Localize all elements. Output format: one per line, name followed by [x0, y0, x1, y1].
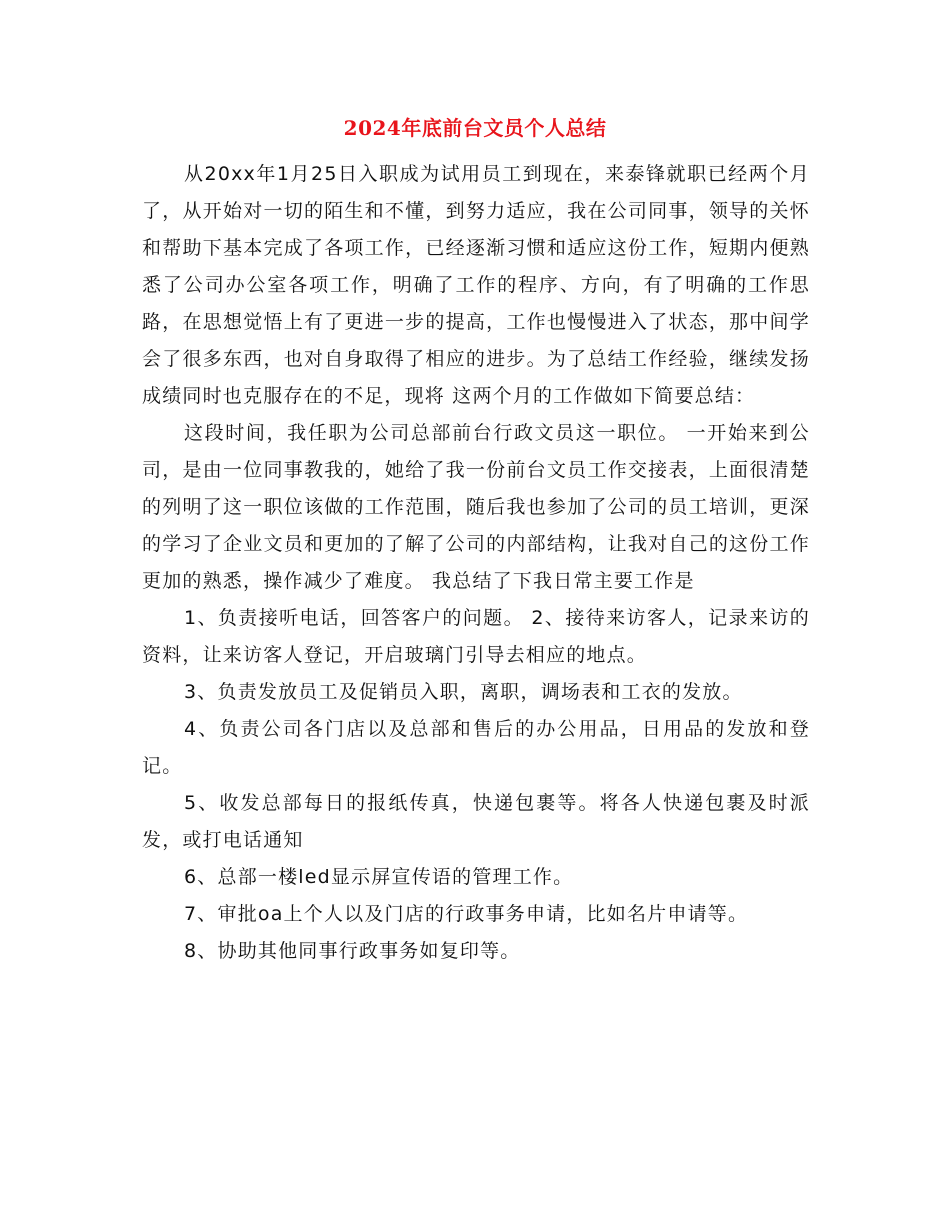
list-item-duty-6: 6、总部一楼led显示屏宣传语的管理工作。: [184, 866, 574, 888]
paragraph-intro: 从20xx年1月25日入职成为试用员工到现在，来泰锋就职已经两个月了，从开始对一切的陌生和不懂，到努力适应，我在公司同事，领导的关怀和帮助下基本完成了各项工作，已经逐渐习惯和适应这份工作，短期内便熟悉了公司办公室各项工作，明确了工作的程序、方向，有了明确的工作思路，在思想觉悟上有了更进一步的提高，工作也慢慢进入了状态，那中间学会了很多东西，也对自身取得了相应的进步。为了总结工作经验，继续发扬成绩同时也克服存在的不足，现将 这两个月的工作做如下简要总结：: [142, 163, 810, 407]
list-item-duty-7: 7、审批oa上个人以及门店的行政事务申请，比如名片申请等。: [184, 903, 749, 925]
list-item-duty-8: 8、协助其他同事行政事务如复印等。: [184, 940, 521, 962]
paragraph-role: 这段时间，我任职为公司总部前台行政文员这一职位。 一开始来到公司，是由一位同事教我的，她给了我一份前台文员工作交接表，上面很清楚的列明了这一职位该做的工作范围，随后我也参加了公司的员工培训，更深的学习了企业文员和更加的了解了公司的内部结构，让我对自己的这份工作更加的熟悉，操作减少了难度。 我总结了下我日常主要工作是: [142, 422, 810, 592]
list-item-duty-5: 5、收发总部每日的报纸传真，快递包裹等。将各人快递包裹及时派发，或打电话通知: [142, 792, 810, 851]
list-item-duty-3: 3、负责发放员工及促销员入职，离职，调场表和工衣的发放。: [184, 681, 743, 703]
document-body: [142, 156, 810, 970]
list-item-duty-4: 4、负责公司各门店以及总部和售后的办公用品，日用品的发放和登记。: [142, 718, 810, 777]
document-title: 2024年底前台文员个人总结: [343, 116, 607, 140]
list-item-duty-1-2: 1、负责接听电话，回答客户的问题。 2、接待来访客人，记录来访的资料，让来访客人登记，开启玻璃门引导去相应的地点。: [142, 607, 810, 666]
